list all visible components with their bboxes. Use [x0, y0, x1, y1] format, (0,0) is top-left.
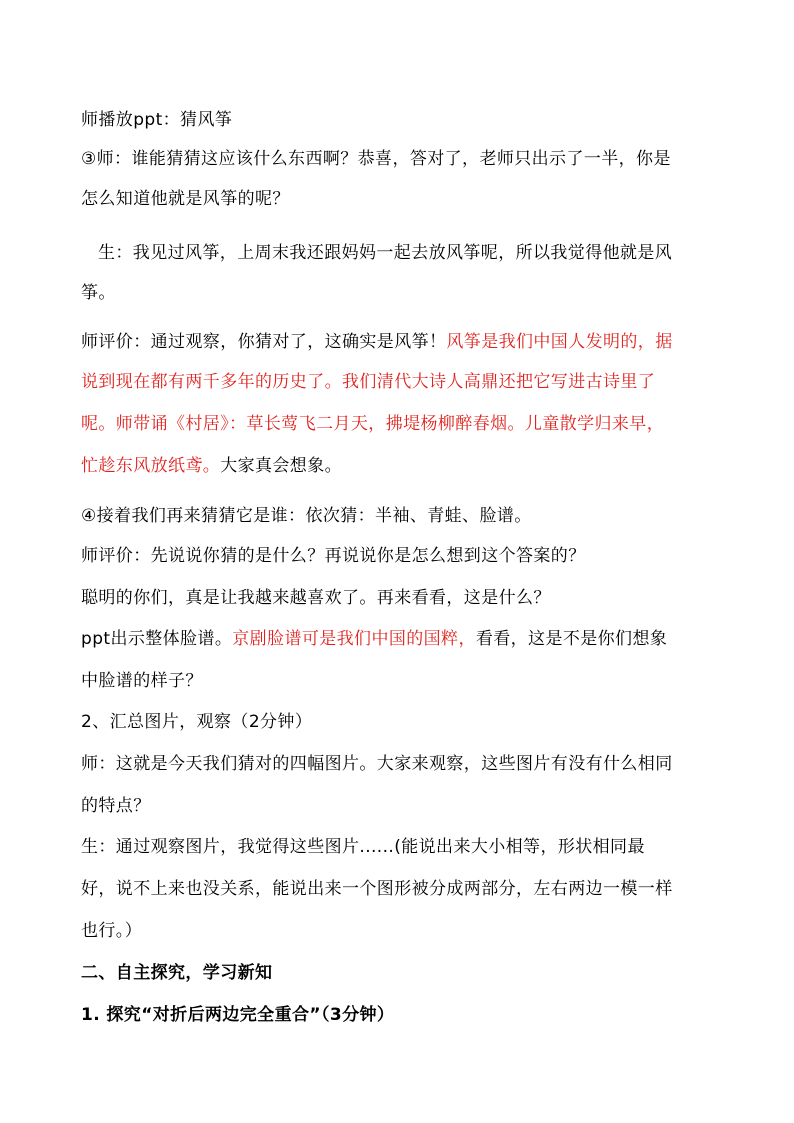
paragraph-line: [98, 242, 672, 264]
text-span: 大家真会想象。: [220, 456, 343, 476]
paragraph-line: [81, 545, 586, 567]
text-span: 中脸谱的样子？: [81, 671, 203, 691]
paragraph-line: [81, 109, 232, 131]
paragraph-line: [81, 331, 673, 353]
text-span: 怎么知道他就是风筝的呢？: [81, 189, 290, 209]
paragraph-line: [81, 795, 151, 817]
text-span: 看看，这是不是你们想象: [475, 629, 668, 649]
text-span: 筝。: [81, 283, 116, 303]
highlighted-text-span: 呢。师带诵《村居》：草长莺飞二月天，拂堤杨柳醉春烟。儿童散学归来早，: [81, 414, 665, 434]
paragraph-line: [81, 836, 645, 858]
paragraph-line: [81, 711, 312, 733]
text-span: 师评价：通过观察，你猜对了，这确实是风筝！: [81, 332, 447, 352]
highlighted-text-span: 忙趁东风放纸鸢。: [81, 456, 221, 476]
paragraph-line: [81, 455, 342, 477]
text-span: 师播放ppt：猜风筝: [81, 110, 233, 130]
paragraph-line: [81, 282, 116, 304]
heading-text: 二、自主探究，学习新知: [81, 963, 273, 983]
text-span: 好，说不上来也没关系，能说出来一个图形被分成两部分，左右两边一模一样: [81, 879, 673, 899]
text-span: ④接着我们再来猜猜它是谁：依次猜：半袖、青蛙、脸谱。: [81, 506, 532, 526]
section-heading: [81, 962, 272, 984]
text-span: 聪明的你们，真是让我越来越喜欢了。再来看看，这是什么？: [81, 588, 551, 608]
paragraph-line: [81, 670, 203, 692]
text-span: 也行。）: [81, 921, 143, 941]
highlighted-text-span: 京剧脸谱可是我们中国的国粹，: [232, 629, 476, 649]
paragraph-line: [81, 628, 667, 650]
paragraph-line: [81, 920, 142, 942]
paragraph-line: [81, 413, 664, 435]
heading-text: 1. 探究“对折后两边完全重合”（3分钟）: [81, 1005, 395, 1025]
paragraph-line: [81, 148, 671, 170]
paragraph-line: [81, 878, 673, 900]
text-span: 生：通过观察图片，我觉得这些图片......(能说出来大小相等，形状相同最: [81, 837, 645, 857]
text-span: 师评价：先说说你猜的是什么？再说说你是怎么想到这个答案的？: [81, 546, 586, 566]
highlighted-text-span: 说到现在都有两千多年的历史了。我们清代大诗人高鼎还把它写进古诗里了: [81, 372, 656, 392]
text-span: 的特点？: [81, 796, 151, 816]
text-span: ③师：谁能猜猜这应该什么东西啊？恭喜，答对了，老师只出示了一半，你是: [81, 149, 671, 169]
text-span: 2、汇总图片，观察（2分钟）: [81, 712, 313, 732]
paragraph-line: [81, 505, 532, 527]
text-span: ppt出示整体脸谱。: [81, 629, 233, 649]
paragraph-line: [81, 371, 655, 393]
paragraph-line: [81, 587, 551, 609]
text-span: 师：这就是今天我们猜对的四幅图片。大家来观察，这些图片有没有什么相同: [81, 754, 673, 774]
highlighted-text-span: 风筝是我们中国人发明的，据: [446, 332, 673, 352]
text-span: 生：我见过风筝，上周末我还跟妈妈一起去放风筝呢，所以我觉得他就是风: [98, 243, 673, 263]
subsection-heading: [81, 1004, 394, 1026]
paragraph-line: [81, 753, 673, 775]
paragraph-line: [81, 188, 290, 210]
